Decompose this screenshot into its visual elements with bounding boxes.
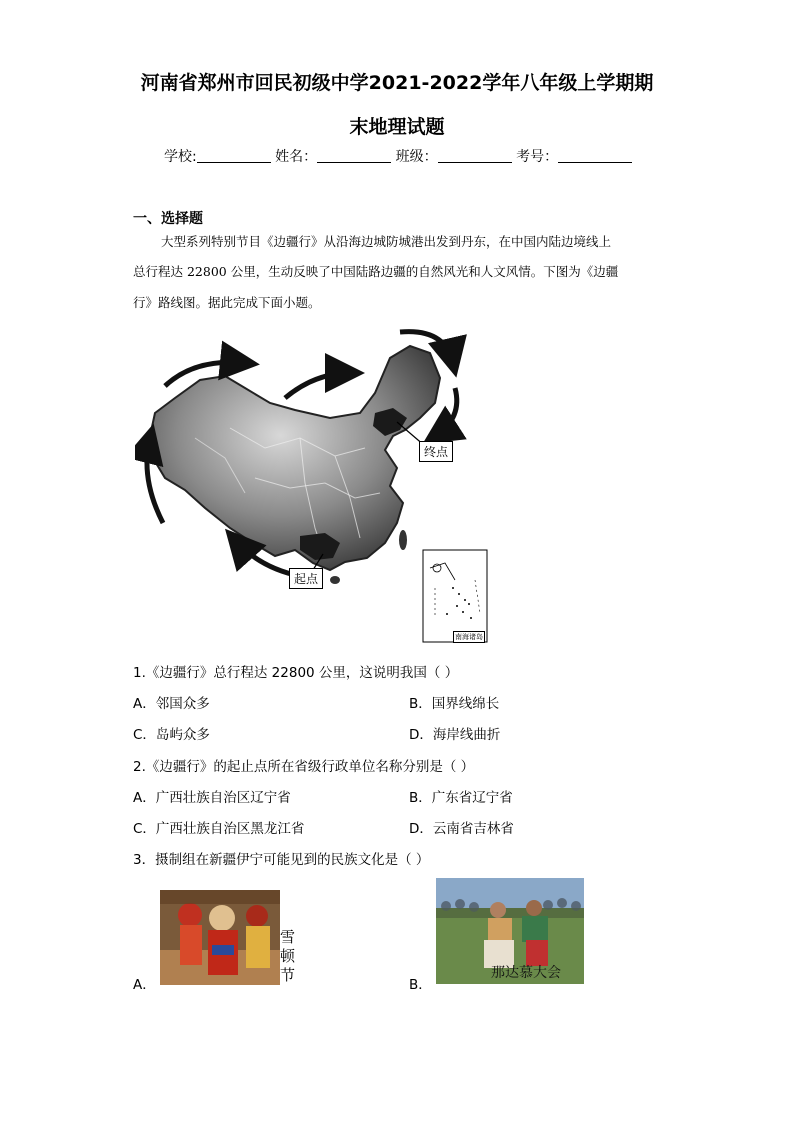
question-3-stem: 3．摄制组在新疆伊宁可能见到的民族文化是（ ） [133, 852, 430, 868]
q2-option-b[interactable]: B．广东省辽宁省 [409, 790, 513, 806]
photo-b [436, 878, 584, 984]
question-1-stem: 1.《边疆行》总行程达 22800 公里，这说明我国（ ） [133, 665, 459, 681]
photo-a [160, 890, 280, 985]
question-2-stem: 2.《边疆行》的起止点所在省级行政单位名称分别是（ ） [133, 759, 475, 775]
q2-option-a[interactable]: A．广西壮族自治区辽宁省 [133, 790, 291, 806]
school-label: 学校: [164, 149, 197, 165]
china-route-map [135, 318, 495, 648]
intro-line-3: 行》路线图。据此完成下面小题。 [133, 295, 321, 310]
class-blank[interactable] [438, 149, 512, 163]
q1-option-c[interactable]: C．岛屿众多 [133, 727, 210, 743]
class-label: 班级： [395, 149, 438, 165]
exam-no-label: 考号： [516, 149, 559, 165]
inset-label: 南海诸岛 [455, 633, 483, 641]
photo-a-caption: 雪 顿 节 [280, 928, 296, 984]
q2-option-c[interactable]: C．广西壮族自治区黑龙江省 [133, 821, 305, 837]
start-point-label: 起点 [289, 568, 323, 589]
route-arrow-north [285, 373, 350, 398]
intro-line-2: 总行程达 22800 公里，生动反映了中国陆路边疆的自然风光和人文风情。下图为《边疆 [133, 264, 619, 279]
photo-b-caption: 那达慕大会 [491, 965, 561, 981]
school-blank[interactable] [197, 149, 271, 163]
section-heading: 一、选择题 [133, 211, 203, 227]
q3-option-b[interactable]: B． [409, 977, 432, 993]
page-title-line2: 末地理试题 [349, 116, 445, 138]
q1-option-d[interactable]: D．海岸线曲折 [409, 727, 501, 743]
q3-option-a[interactable]: A． [133, 977, 156, 993]
end-point-label: 终点 [419, 441, 453, 462]
route-arrow-east [435, 388, 457, 436]
q1-option-a[interactable]: A．邻国众多 [133, 696, 210, 712]
student-info-line [164, 146, 632, 166]
q2-option-d[interactable]: D．云南省吉林省 [409, 821, 514, 837]
name-blank[interactable] [317, 149, 391, 163]
intro-line-1: 大型系列特别节目《边疆行》从沿海边城防城港出发到丹东，在中国内陆边境线上 [161, 234, 612, 249]
route-map-figure [135, 318, 495, 648]
name-label: 姓名： [275, 149, 318, 165]
shoton-festival-photo [160, 890, 280, 985]
exam-no-blank[interactable] [558, 149, 632, 163]
q1-option-b[interactable]: B．国界线绵长 [409, 696, 500, 712]
china-outline [150, 346, 440, 570]
page-title-line1: 河南省郑州市回民初级中学2021-2022学年八年级上学期期 [140, 72, 654, 94]
